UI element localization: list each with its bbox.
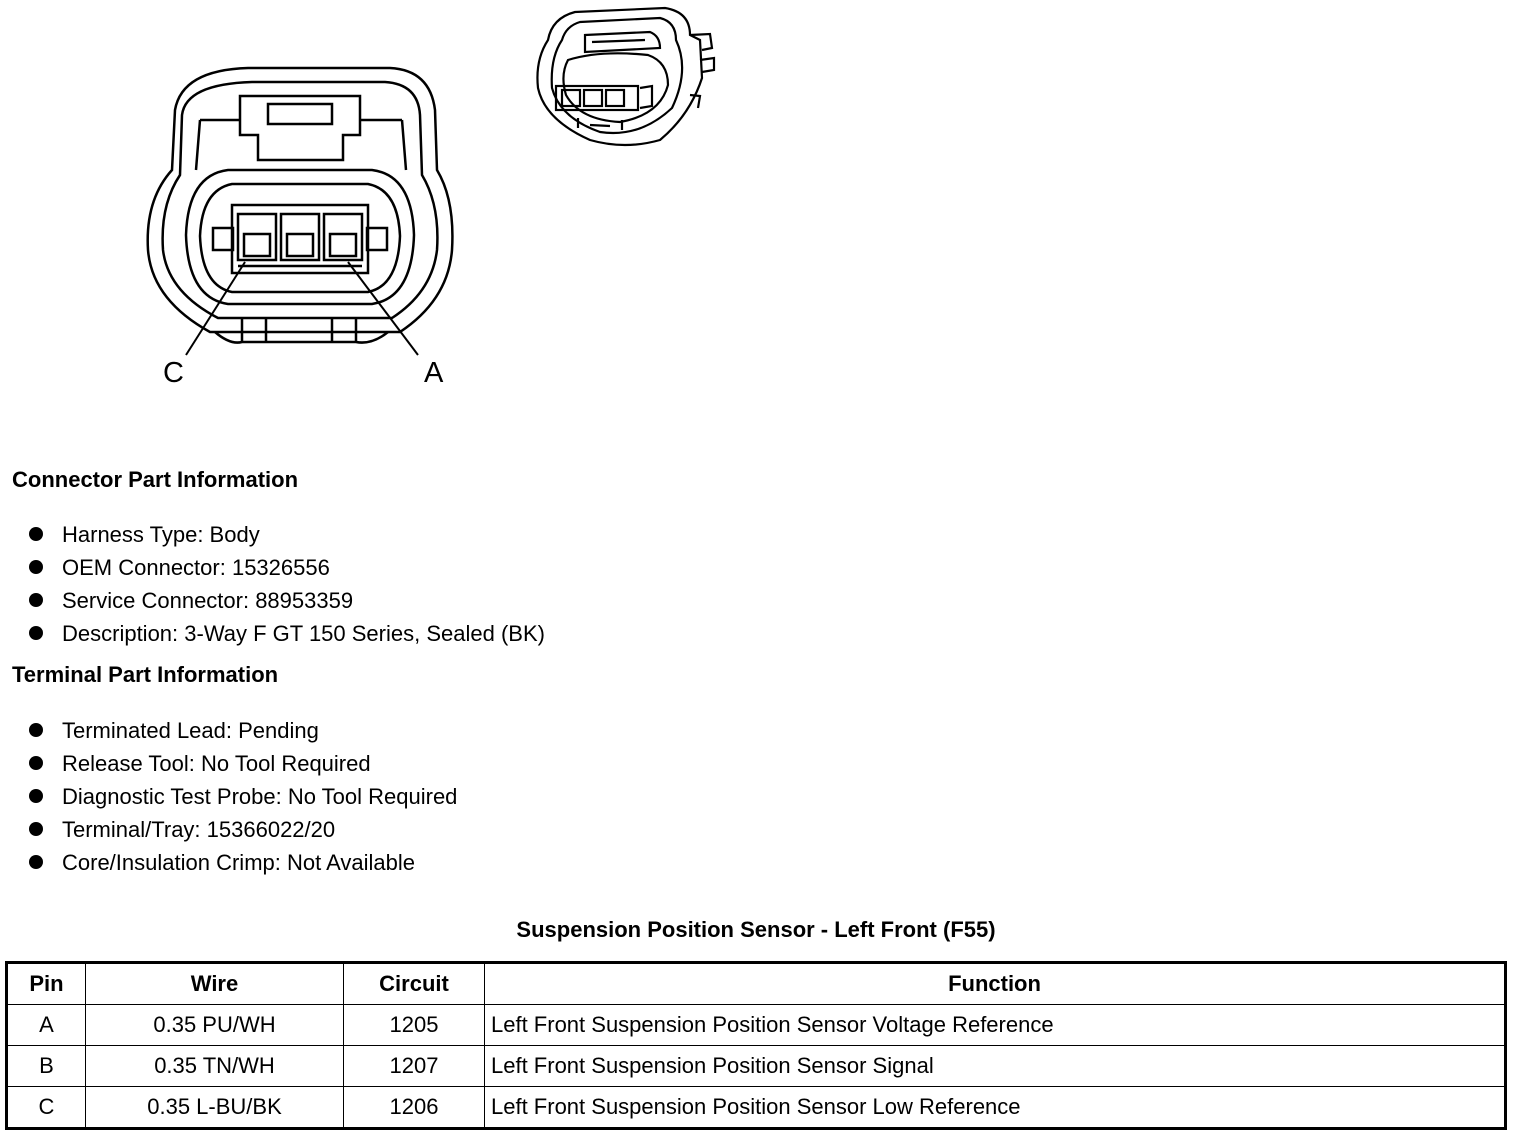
pin-a-callout: A [424,357,444,389]
bullet-icon [29,560,43,574]
list-item: OEM Connector: 15326556 [0,551,545,584]
cell-wire: 0.35 TN/WH [86,1046,344,1087]
bullet-icon [29,756,43,770]
bullet-icon [29,855,43,869]
bullet-icon [29,723,43,737]
cell-function: Left Front Suspension Position Sensor Voltage Reference [485,1005,1506,1046]
terminal-part-info-heading: Terminal Part Information [12,662,279,687]
cell-wire: 0.35 L-BU/BK [86,1087,344,1129]
table-header-row [7,963,1506,1005]
list-item: Service Connector: 88953359 [0,584,545,617]
list-item: Diagnostic Test Probe: No Tool Required [0,780,457,813]
table-row [7,1046,1506,1087]
list-item: Core/Insulation Crimp: Not Available [0,846,457,879]
list-item: Harness Type: Body [0,518,545,551]
pinout-table [5,961,1507,1130]
bullet-icon [29,593,43,607]
cell-function: Left Front Suspension Position Sensor Signal [485,1046,1506,1087]
table-row [7,1005,1506,1046]
bullet-icon [29,527,43,541]
header-circuit: Circuit [344,963,485,1005]
connector-part-info-heading: Connector Part Information [12,467,299,492]
list-item: Terminated Lead: Pending [0,714,457,747]
cell-circuit: 1207 [344,1046,485,1087]
cell-pin: A [7,1005,86,1046]
cell-pin: C [7,1087,86,1129]
cell-circuit: 1206 [344,1087,485,1129]
connector-isometric-drawing [525,5,720,155]
list-item: Terminal/Tray: 15366022/20 [0,813,457,846]
bullet-icon [29,822,43,836]
cell-function: Left Front Suspension Position Sensor Low Reference [485,1087,1506,1129]
header-wire: Wire [86,963,344,1005]
bullet-icon [29,789,43,803]
cell-circuit: 1205 [344,1005,485,1046]
pin-c-callout: C [163,357,184,389]
table-row [7,1087,1506,1129]
bullet-icon [29,626,43,640]
header-pin: Pin [7,963,86,1005]
table-title: Suspension Position Sensor - Left Front (F55) [516,917,996,942]
list-item: Release Tool: No Tool Required [0,747,457,780]
terminal-part-info-list [0,714,457,879]
cell-pin: B [7,1046,86,1087]
connector-part-info-list [0,518,545,650]
cell-wire: 0.35 PU/WH [86,1005,344,1046]
list-item: Description: 3-Way F GT 150 Series, Sealed (BK) [0,617,545,650]
connector-front-view-drawing [130,55,470,400]
header-function: Function [485,963,1506,1005]
